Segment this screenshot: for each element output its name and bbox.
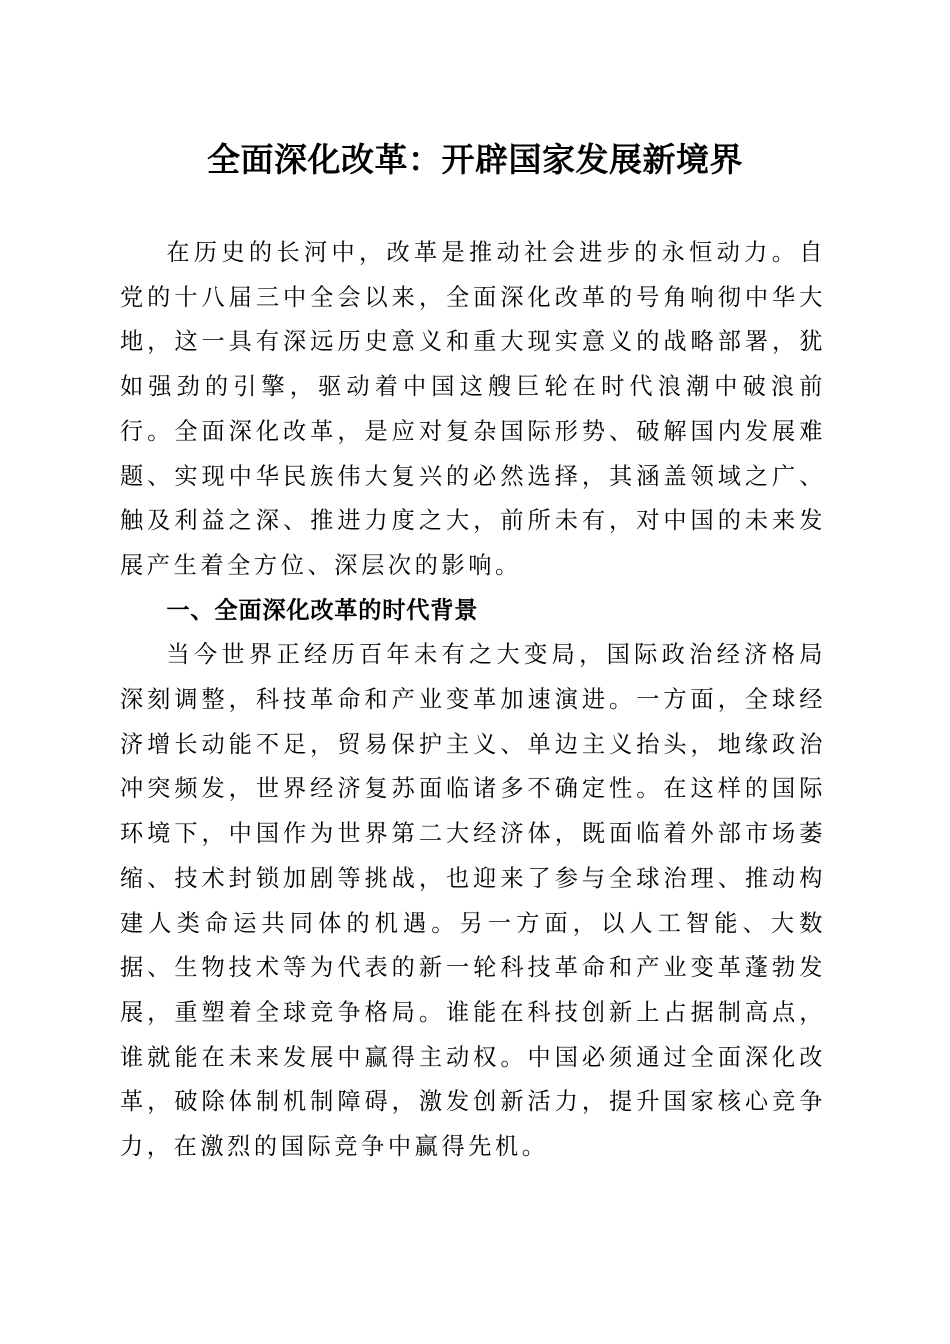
- intro-paragraph: 在历史的长河中，改革是推动社会进步的永恒动力。自党的十八届三中全会以来，全面深化改革的号角响彻中华大地，这一具有深远历史意义和重大现实意义的战略部署，犹如强劲的引擎，驱动着中国这艘巨轮在时代浪潮中破浪前行。全面深化改革，是应对复杂国际形势、破解国内发展难题、实现中华民族伟大复兴的必然选择，其涵盖领域之广、触及利益之深、推进力度之大，前所未有，对中国的未来发展产生着全方位、深层次的影响。: [120, 239, 826, 579]
- section-heading: 一、全面深化改革的时代背景: [166, 596, 479, 624]
- document-body: [120, 231, 826, 1170]
- document-title: 全面深化改革：开辟国家发展新境界: [207, 140, 743, 179]
- section-paragraph: 当今世界正经历百年未有之大变局，国际政治经济格局深刻调整，科技革命和产业变革加速演进。一方面，全球经济增长动能不足，贸易保护主义、单边主义抬头，地缘政治冲突频发，世界经济复苏面临诸多不确定性。在这样的国际环境下，中国作为世界第二大经济体，既面临着外部市场萎缩、技术封锁加剧等挑战，也迎来了参与全球治理、推动构建人类命运共同体的机遇。另一方面，以人工智能、大数据、生物技术等为代表的新一轮科技革命和产业变革蓬勃发展，重塑着全球竞争格局。谁能在科技创新上占据制高点，谁就能在未来发展中赢得主动权。中国必须通过全面深化改革，破除体制机制障碍，激发创新活力，提升国家核心竞争力，在激烈的国际竞争中赢得先机。: [120, 641, 826, 1161]
